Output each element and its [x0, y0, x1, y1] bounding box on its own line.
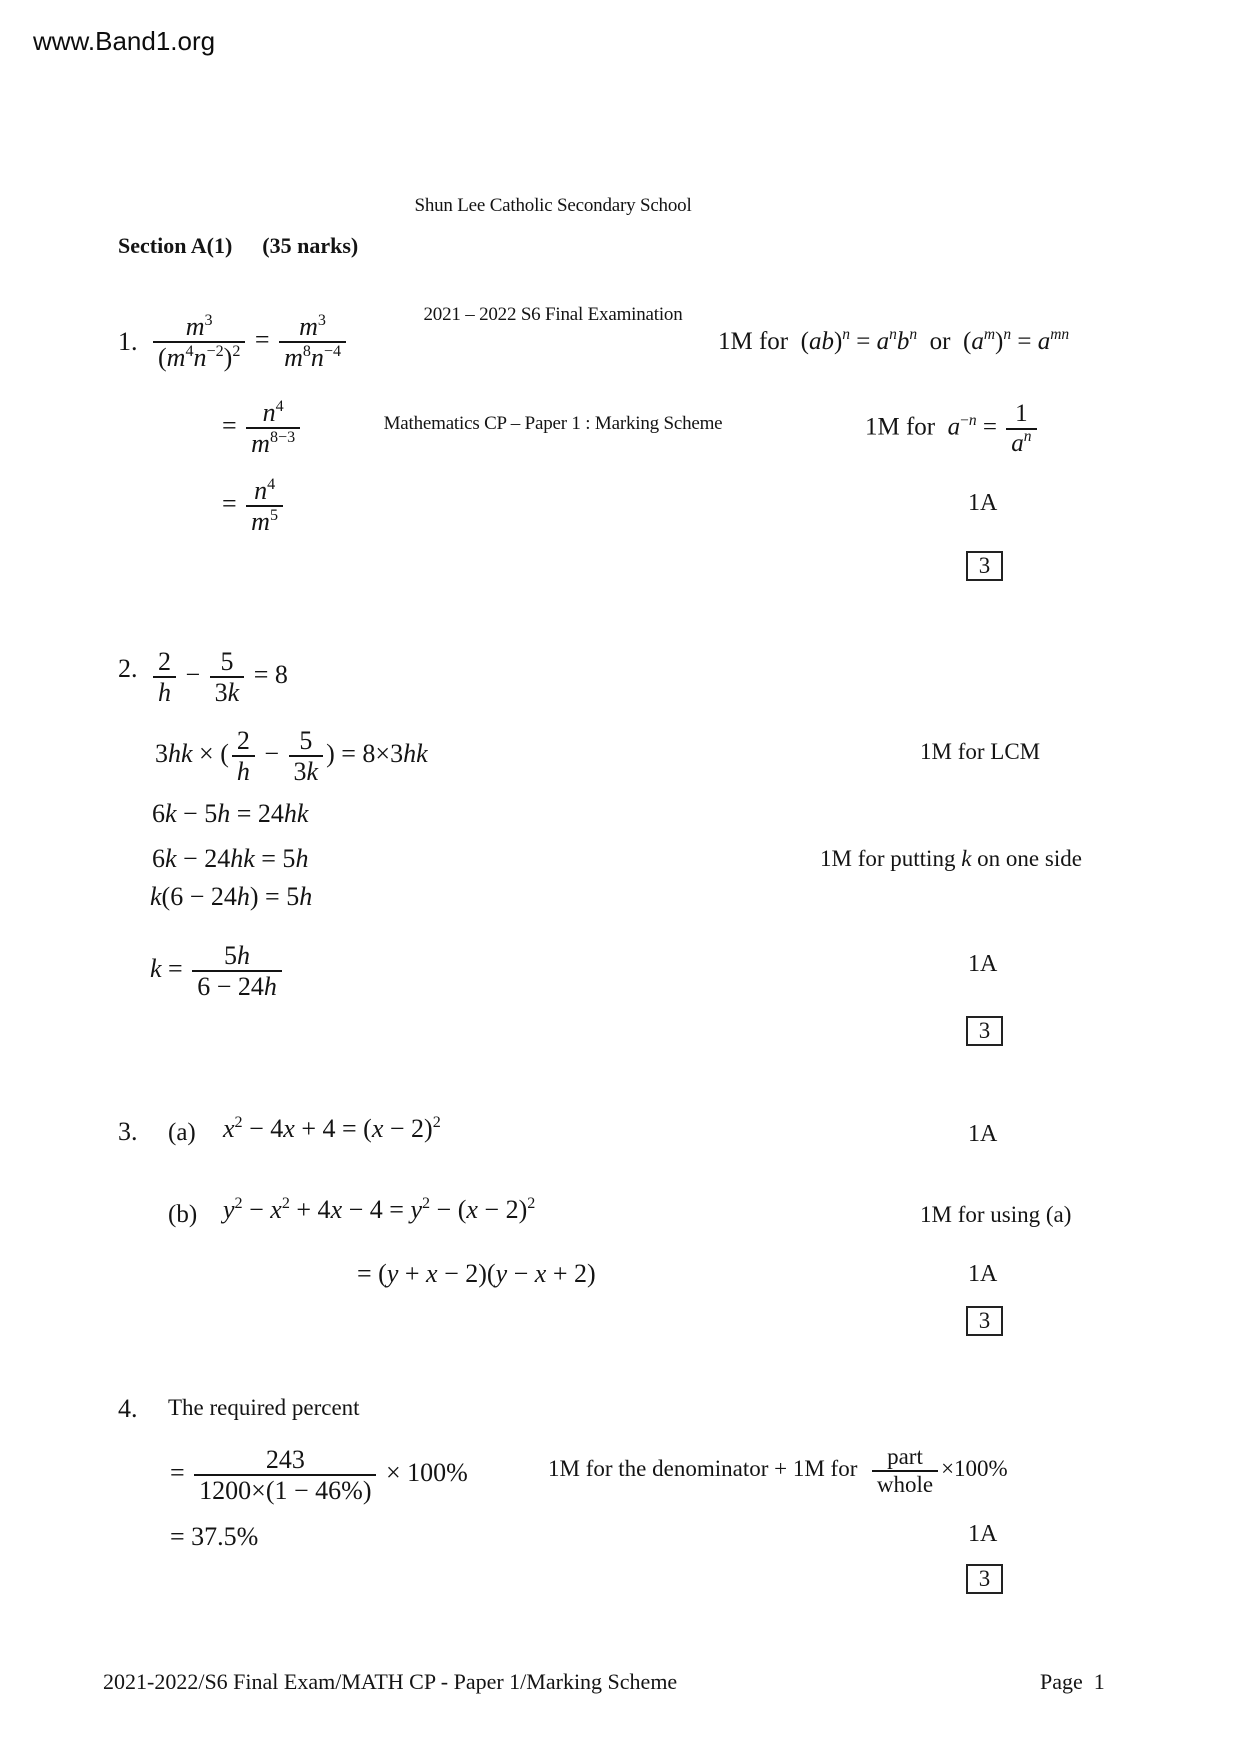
- q3-part-b-label: (b): [168, 1201, 198, 1228]
- q3-mark-1a-second: 1A: [968, 1261, 998, 1287]
- question-3-number: 3.: [118, 1117, 138, 1146]
- question-2-number: 2.: [118, 654, 138, 683]
- q3-part-a-label: (a): [168, 1119, 196, 1146]
- q4-annotation-1: 1M for the denominator + 1M for part whole ×100%: [548, 1444, 1008, 1497]
- q4-total-marks-box: 3: [966, 1564, 1003, 1594]
- footer-document-id: 2021-2022/S6 Final Exam/MATH CP - Paper 1/Marking Scheme: [103, 1669, 678, 1694]
- site-watermark: www.Band1.org: [33, 26, 216, 56]
- q2-step-2: 3hk × ( $\frac{2}{h}$ − $\frac{5}{3k}$ ) = 8×3hk: [155, 726, 428, 787]
- section-marks: (35 narks): [262, 233, 359, 258]
- q3-total-marks-box: 3: [966, 1306, 1003, 1336]
- question-4-number: 4.: [118, 1394, 138, 1423]
- q1-total-marks-box: 3: [966, 551, 1003, 581]
- question-1-number: 1.: [118, 327, 138, 356]
- q3b-step-2: = (y + x − 2)(y − x + 2): [357, 1259, 596, 1288]
- q1-mark-1a: 1A: [968, 490, 998, 516]
- q2-step-6: k = $\frac{5h}{6 - 24h}$: [150, 941, 285, 1001]
- q1-step-2: = $\frac{n^4}{m^{8-3}}$: [222, 398, 303, 458]
- q3a-step-1: $x^2 - 4x + 4 = (x - 2)^2$: [223, 1114, 441, 1143]
- q4-step-2: = 37.5%: [170, 1522, 259, 1551]
- q2-step-3: 6k − 5h = 24hk: [152, 799, 309, 828]
- q2-mark-1a: 1A: [968, 951, 998, 977]
- exam-title: 2021 – 2022 S6 Final Examination: [423, 304, 683, 326]
- q1-annotation-2: 1M for $a^{-n}$ = $\frac{1}{a^n}$: [865, 400, 1040, 458]
- paper-title: Mathematics CP – Paper 1 : Marking Scheme: [383, 413, 723, 435]
- q2-total-marks-box: 3: [966, 1016, 1003, 1046]
- q2-step-4: 6k − 24hk = 5h: [152, 844, 309, 873]
- q2-step-5: k(6 − 24h) = 5h: [150, 882, 313, 911]
- q2-step-1: $\frac{2}{h}$ − $\frac{5}{3k}$ = 8: [150, 647, 288, 707]
- q3b-step-1: $y^2 - x^2 + 4x - 4 = y^2 - (x - 2)^2$: [223, 1195, 536, 1224]
- q2-annotation-1: 1M for LCM: [920, 739, 1041, 764]
- q1-step-3: = $\frac{n^4}{m^5}$: [222, 476, 286, 536]
- q1-annotation-1: 1M for $(ab)^n = a^nb^n$ or $(a^m)^n = a^{mn}$: [718, 326, 1070, 355]
- q2-annotation-2: 1M for putting k on one side: [820, 846, 1082, 871]
- school-name: Shun Lee Catholic Secondary School: [414, 194, 692, 216]
- q4-intro-text: The required percent: [168, 1395, 360, 1420]
- section-heading: [118, 233, 358, 259]
- q3-mark-1a-first: 1A: [968, 1121, 998, 1147]
- q1-step-1: $\frac{m^3}{(m^4n^{-2})^2}$ = $\frac{m^3}{m^8n^{-4}}$: [150, 312, 349, 372]
- section-title: Section A(1): [118, 233, 233, 258]
- footer-page-number: Page 1: [1040, 1669, 1105, 1694]
- q4-mark-1a: 1A: [968, 1521, 998, 1547]
- q4-step-1: = $\frac{243}{1200\times(1 - 46\%)}$ × 100%: [170, 1445, 468, 1506]
- q3-annotation-1m: 1M for using (a): [920, 1202, 1072, 1227]
